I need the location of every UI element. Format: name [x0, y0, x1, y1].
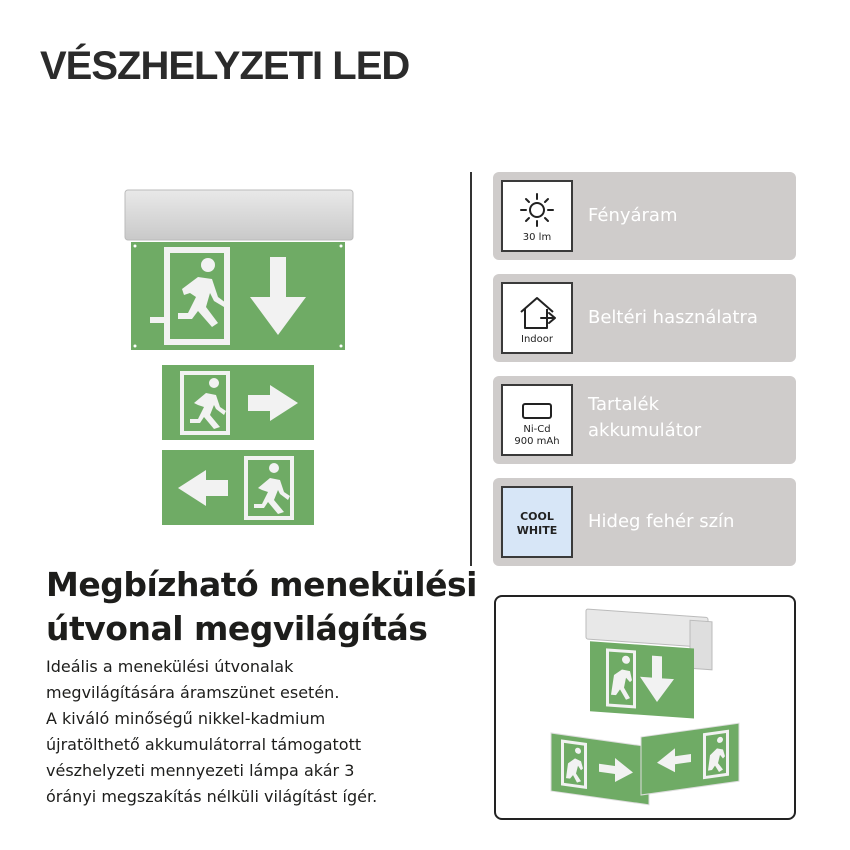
battery-type: Ni-Cd	[523, 424, 551, 435]
description-line: vészhelyzeti mennyezeti lámpa akár 3	[46, 761, 355, 780]
description	[46, 654, 456, 810]
product-photo-illustration	[496, 597, 794, 818]
page-title: VÉSZHELYZETI LED	[40, 44, 410, 88]
feature-color	[493, 478, 796, 566]
color-swatch-icon	[501, 486, 573, 558]
description-line: Ideális a menekülési útvonalak	[46, 657, 294, 676]
main-exit-sign	[131, 242, 345, 350]
feature-label-line2: akkumulátor	[588, 420, 702, 441]
description-line: órányi megszakítás nélküli világítást ígér.	[46, 787, 378, 806]
description-line: újratölthető akkumulátorral támogatott	[46, 735, 362, 754]
headline	[46, 563, 477, 651]
feature-label: Fényáram	[588, 205, 678, 226]
feature-luminous-flux	[493, 172, 796, 260]
vertical-divider	[470, 172, 472, 566]
feature-label: Beltéri használatra	[588, 307, 758, 328]
indoor-caption: Indoor	[521, 334, 553, 345]
headline-line2: útvonal megvilágítás	[46, 609, 428, 648]
indoor-house-icon	[501, 282, 573, 354]
swatch-line1: COOL	[520, 510, 554, 523]
swatch-line2: WHITE	[516, 524, 558, 537]
lamp-housing	[125, 190, 353, 240]
description-line: megvilágítására áramszünet esetén.	[46, 683, 340, 702]
exit-sign-right	[162, 365, 314, 440]
feature-indoor	[493, 274, 796, 362]
battery-icon	[501, 384, 573, 456]
sun-icon	[501, 180, 573, 252]
product-illustration	[120, 185, 360, 530]
headline-line1: Megbízható menekülési	[46, 565, 477, 604]
feature-label-line1: Tartalék	[588, 394, 660, 415]
description-line: A kiváló minőségű nikkel-kadmium	[46, 709, 326, 728]
battery-capacity: 900 mAh	[514, 436, 560, 447]
feature-battery	[493, 376, 796, 464]
product-photo	[494, 595, 796, 820]
exit-sign-left	[162, 450, 314, 525]
feature-label: Hideg fehér szín	[588, 511, 735, 532]
luminous-flux-value: 30 lm	[522, 232, 552, 243]
